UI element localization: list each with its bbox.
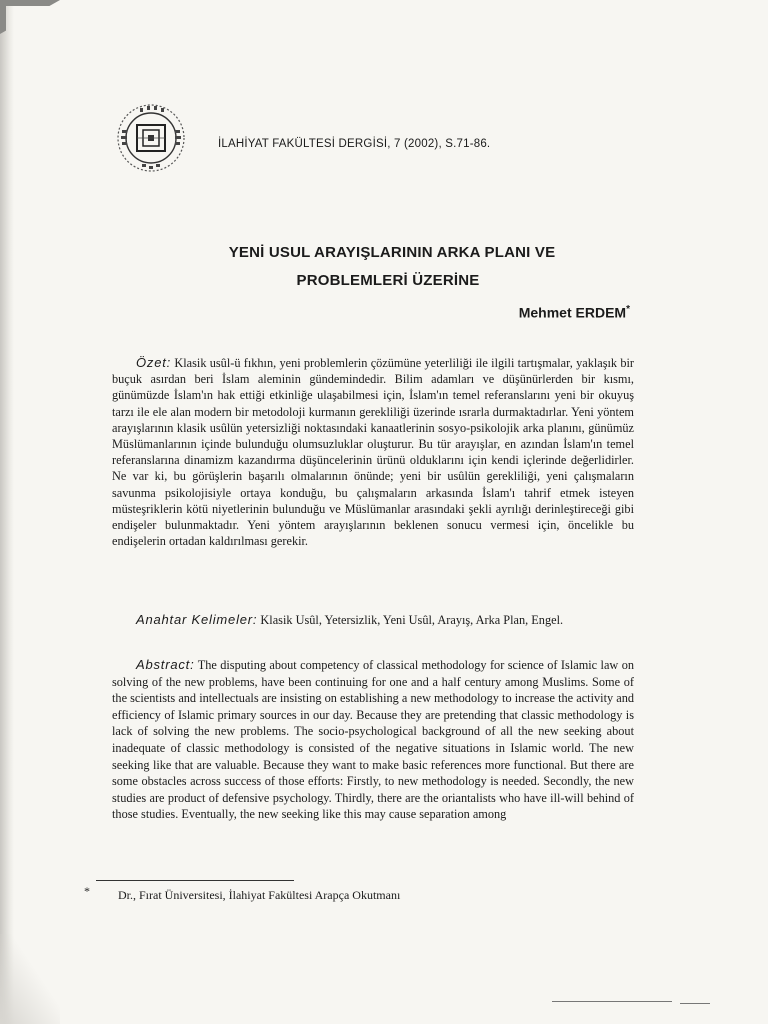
footnote-text: Dr., Fırat Üniversitesi, İlahiyat Fakültesi Arapça Okutmanı	[118, 888, 401, 902]
ozet-section	[112, 355, 634, 549]
journal-header: İLAHİYAT FAKÜLTESİ DERGİSİ, 7 (2002), S.71-86.	[218, 138, 491, 150]
footnote-divider	[96, 880, 294, 881]
footnote	[84, 884, 401, 903]
abstract-section	[112, 657, 634, 823]
author-footnote-mark: *	[626, 304, 630, 315]
university-seal-logo	[110, 100, 192, 176]
scan-bottom-shadow	[0, 934, 60, 1024]
ozet-label: Özet:	[136, 355, 172, 370]
scan-artifact-line-2	[680, 1003, 710, 1004]
keywords-paragraph	[112, 612, 634, 628]
footnote-mark: *	[84, 884, 90, 898]
ozet-text: Klasik usûl-ü fıkhın, yeni problemlerin çözümüne yeterliliği ile ilgili tartışmalar, yaklaşık bir buçuk asırdan beri İslam aleminin gündemindedir. Bilim adamları ve düşünürlerden bir kısmı, günümüzde İslam'ın hak ettiği etkinliğe ulaşabilmesi için, İslam'ın temel referanslarını yeni bir okuyuş tarzı ile ele alan modern bir metodoloji kurmanın gerekliliği üzerinde ısrarla durmaktadırlar. Yeni yöntem arayışlarının klasik usûlün yetersizliği noktasındaki kanaatlerinin sosyo-psikolojik arka planını, günümüz Müslümanlarının içinde bulunduğu olumsuzluklar oluşturur. Bu tür arayışlar, en azından İslam'ın temel referanslarına dinamizm kazandırma düşüncelerinin ürünü olduklarını için kendi içlerinde değerlidirler. Ne var ki, bu görüşlerin başarılı olmalarının önünde; yeni bir usûlün gerekliliği, yeni çalışmaların savunma psikolojisiyle ortaya konduğu, bu çalışmaların arkasında İslam'ı tahrif etmek isteyen müsteşriklerin kötü niyetlerinin bulunduğu ve Müslümanlar arasındaki şekli ayrılığı derinleştireceği gibi endişeler bulunmaktadır. Yeni yöntem arayışlarının beklenen sonucu vermesi için, öncelikle bu endişelerin ortadan kaldırılması gerekir.	[112, 356, 634, 549]
scan-left-shadow	[0, 0, 14, 1024]
scan-page-corner	[0, 0, 60, 34]
ozet-paragraph	[112, 355, 634, 549]
keywords-section	[112, 612, 634, 628]
article-title-line-1: YENİ USUL ARAYIŞLARININ ARKA PLANI VE	[228, 244, 556, 261]
abstract-text: The disputing about competency of classical methodology for science of Islamic law on solving of the new problems, have been continuing for one and a half century among Muslims. Some of the scientists and intellectuals are insisting on establishing a new methodology to increase the activity and efficiency of Islamic primary sources in our day. Because they are pretending that classic methodology is lack of solving the new problems. The socio-psychological background of all the new seeking about inadequate of classic methodology is consisted of the negative situations in Islamic world. The new seeking like that are valuable. Because they want to make basic references more functional. But there are some obstacles across success of those efforts: Firstly, to new methodology is needed. Secondly, the new studies are product of defensive psychology. Thirdly, there are the oriantalists who have ill-will behind of those studies. Eventually, the new seeking like this may cause separation among	[112, 658, 634, 822]
author-name-text: Mehmet ERDEM	[518, 304, 627, 321]
scan-artifact-line	[552, 1001, 672, 1002]
article-title-line-2: PROBLEMLERİ ÜZERİNE	[296, 272, 480, 289]
keywords-text: Klasik Usûl, Yetersizlik, Yeni Usûl, Arayış, Arka Plan, Engel.	[260, 613, 564, 627]
keywords-label: Anahtar Kelimeler:	[136, 612, 258, 627]
abstract-label: Abstract:	[136, 657, 195, 672]
abstract-paragraph	[112, 657, 634, 823]
author-name	[519, 304, 630, 321]
